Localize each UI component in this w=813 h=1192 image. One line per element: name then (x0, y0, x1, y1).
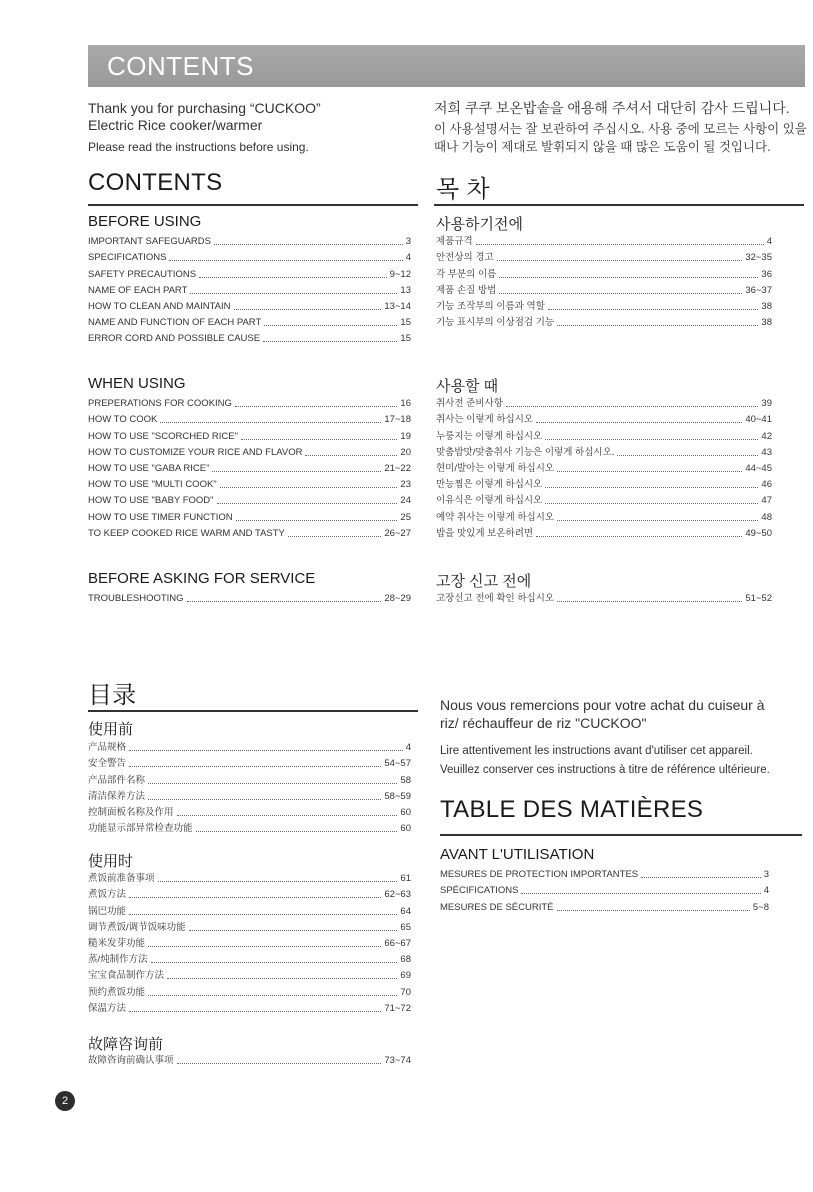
toc-entry[interactable]: 糙米发芽功能 66~67 (88, 937, 411, 949)
zh-title-rule (88, 710, 418, 712)
toc-entry[interactable]: 宝宝食品制作方法 69 (88, 970, 411, 982)
en-thanks-line-2: Electric Rice cooker/warmer (88, 117, 263, 133)
toc-entry[interactable]: HOW TO COOK 17~18 (88, 414, 411, 426)
toc-entry[interactable]: ERROR CORD AND POSSIBLE CAUSE 15 (88, 333, 411, 345)
toc-entry[interactable]: HOW TO USE "MULTI COOK" 23 (88, 479, 411, 491)
toc-entry[interactable]: SPECIFICATIONS 4 (88, 252, 411, 264)
toc-entry[interactable]: 功能显示部异常检查功能 60 (88, 823, 411, 835)
toc-entry[interactable]: 安全警告 54~57 (88, 758, 411, 770)
toc-entry[interactable]: SAFETY PRECAUTIONS 9~12 (88, 268, 411, 280)
fr-thanks-line-1: Nous vous remercions pour votre achat du cuiseur à (440, 697, 765, 713)
fr-list-before-use (440, 865, 769, 914)
fr-read-line-1: Lire attentivement les instructions avant d'utiliser cet appareil. (440, 745, 753, 757)
toc-entry[interactable]: 煮饭前准备事项 61 (88, 873, 411, 885)
toc-entry[interactable]: 각 부분의 이름 36 (436, 268, 772, 280)
toc-entry[interactable]: 제품 손질 방법 36~37 (436, 284, 772, 296)
toc-entry[interactable]: 控制面板名称及作用 60 (88, 806, 411, 818)
toc-entry[interactable]: 保温方法 71~72 (88, 1002, 411, 1014)
toc-entry[interactable]: 안전상의 경고 32~35 (436, 252, 772, 264)
toc-entry[interactable]: 기능 표시부의 이상점검 기능 38 (436, 317, 772, 329)
toc-entry[interactable]: PREPERATIONS FOR COOKING 16 (88, 398, 411, 410)
toc-entry[interactable]: 현미/발아는 이렇게 하십시오 44~45 (436, 462, 772, 474)
contents-banner (88, 45, 805, 87)
fr-read-line-2: Veuillez conserver ces instructions à titre de référence ultérieure. (440, 764, 770, 776)
zh-heading-before-use: 使用前 (88, 721, 134, 738)
toc-entry[interactable]: HOW TO CUSTOMIZE YOUR RICE AND FLAVOR 20 (88, 446, 411, 458)
toc-entry[interactable]: 煮饭方法 62~63 (88, 889, 411, 901)
ko-heading-before-asking: 고장 신고 전에 (436, 573, 532, 590)
fr-heading-before-use: AVANT L'UTILISATION (440, 846, 595, 863)
toc-entry[interactable]: 제품규격 4 (436, 236, 772, 248)
toc-entry[interactable]: 调节煮饭/调节饭味功能 65 (88, 921, 411, 933)
en-contents-title: CONTENTS (88, 169, 223, 196)
toc-entry[interactable]: MESURES DE PROTECTION IMPORTANTES 3 (440, 869, 769, 881)
zh-heading-before-asking: 故障咨询前 (88, 1036, 164, 1053)
toc-entry[interactable]: NAME OF EACH PART 13 (88, 284, 411, 296)
fr-title-rule (440, 834, 802, 836)
en-thanks-line-1: Thank you for purchasing “CUCKOO” (88, 100, 321, 116)
en-heading-when-using: WHEN USING (88, 375, 186, 392)
toc-entry[interactable]: HOW TO USE "SCORCHED RICE" 19 (88, 430, 411, 442)
en-list-when-using (88, 394, 411, 540)
toc-entry[interactable]: 产品部件名称 58 (88, 774, 411, 786)
ko-thanks-line-1: 저희 쿠쿠 보온밥솥을 애용해 주셔서 대단히 감사 드립니다. (434, 100, 790, 116)
ko-contents-title: 목 차 (436, 176, 490, 203)
toc-entry[interactable]: TO KEEP COOKED RICE WARM AND TASTY 26~27 (88, 527, 411, 539)
toc-entry[interactable]: HOW TO USE "BABY FOOD" 24 (88, 495, 411, 507)
toc-entry[interactable]: 预约煮饭功能 70 (88, 986, 411, 998)
ko-heading-before-using: 사용하기전에 (436, 216, 523, 233)
toc-entry[interactable]: 产品规格 4 (88, 742, 411, 754)
ko-list-before-using (436, 232, 772, 329)
toc-entry[interactable]: SPÉCIFICATIONS 4 (440, 885, 769, 897)
toc-entry[interactable]: 밥을 맛있게 보온하려면 49~50 (436, 527, 772, 539)
ko-list-before-asking (436, 589, 772, 605)
ko-list-when-using (436, 394, 772, 540)
ko-thanks-line-3: 때나 기능이 제대로 발휘되지 않을 때 많은 도움이 될 것입니다. (434, 140, 771, 154)
toc-entry[interactable]: 만능찜은 이렇게 하십시오 46 (436, 479, 772, 491)
toc-entry[interactable]: IMPORTANT SAFEGUARDS 3 (88, 236, 411, 248)
toc-entry[interactable]: 맞춤밥맛/맞춤취사 기능은 이렇게 하십시오. 43 (436, 446, 772, 458)
toc-entry[interactable]: 취사전 준비사항 39 (436, 398, 772, 410)
ko-thanks-line-2: 이 사용설명서는 잘 보관하여 주십시오. 사용 중에 모르는 사항이 있을 (434, 122, 807, 136)
toc-entry[interactable]: HOW TO USE "GABA RICE" 21~22 (88, 462, 411, 474)
toc-entry[interactable]: 清洁保养方法 58~59 (88, 790, 411, 802)
ko-heading-when-using: 사용할 때 (436, 378, 499, 395)
toc-entry[interactable]: HOW TO USE TIMER FUNCTION 25 (88, 511, 411, 523)
toc-entry[interactable]: 예약 취사는 이렇게 하십시오 48 (436, 511, 772, 523)
zh-list-before-asking (88, 1051, 411, 1067)
toc-entry[interactable]: 취사는 이렇게 하십시오 40~41 (436, 414, 772, 426)
en-heading-before-using: BEFORE USING (88, 213, 202, 230)
toc-entry[interactable]: 누룽지는 이렇게 하십시오 42 (436, 430, 772, 442)
zh-contents-title: 目录 (88, 682, 137, 709)
fr-contents-title: TABLE DES MATIÈRES (440, 796, 704, 823)
en-list-before-asking (88, 589, 411, 605)
page-number-badge: 2 (55, 1091, 75, 1111)
en-read-line: Please read the instructions before using. (88, 140, 309, 154)
toc-entry[interactable]: MESURES DE SÉCURITÉ 5~8 (440, 901, 769, 913)
en-heading-before-asking: BEFORE ASKING FOR SERVICE (88, 570, 316, 587)
en-list-before-using (88, 232, 411, 345)
toc-entry[interactable]: TROUBLESHOOTING 28~29 (88, 593, 411, 605)
toc-entry[interactable]: HOW TO CLEAN AND MAINTAIN 13~14 (88, 300, 411, 312)
zh-heading-when-using: 使用时 (88, 853, 134, 870)
toc-entry[interactable]: 기능 조작부의 이름과 역할 38 (436, 300, 772, 312)
toc-entry[interactable]: 锅巴功能 64 (88, 905, 411, 917)
toc-entry[interactable]: 蒸/炖制作方法 68 (88, 954, 411, 966)
fr-thanks-line-2: riz/ réchauffeur de riz "CUCKOO" (440, 715, 647, 731)
toc-entry[interactable]: 고장신고 전에 확인 하십시오 51~52 (436, 593, 772, 605)
toc-entry[interactable]: 이유식은 이렇게 하십시오 47 (436, 495, 772, 507)
ko-title-rule (434, 204, 804, 206)
zh-list-before-use (88, 738, 411, 835)
banner-title: CONTENTS (107, 51, 254, 81)
zh-list-when-using (88, 869, 411, 1015)
en-title-rule (88, 204, 418, 206)
toc-entry[interactable]: NAME AND FUNCTION OF EACH PART 15 (88, 317, 411, 329)
toc-entry[interactable]: 故障咨询前确认事项 73~74 (88, 1055, 411, 1067)
